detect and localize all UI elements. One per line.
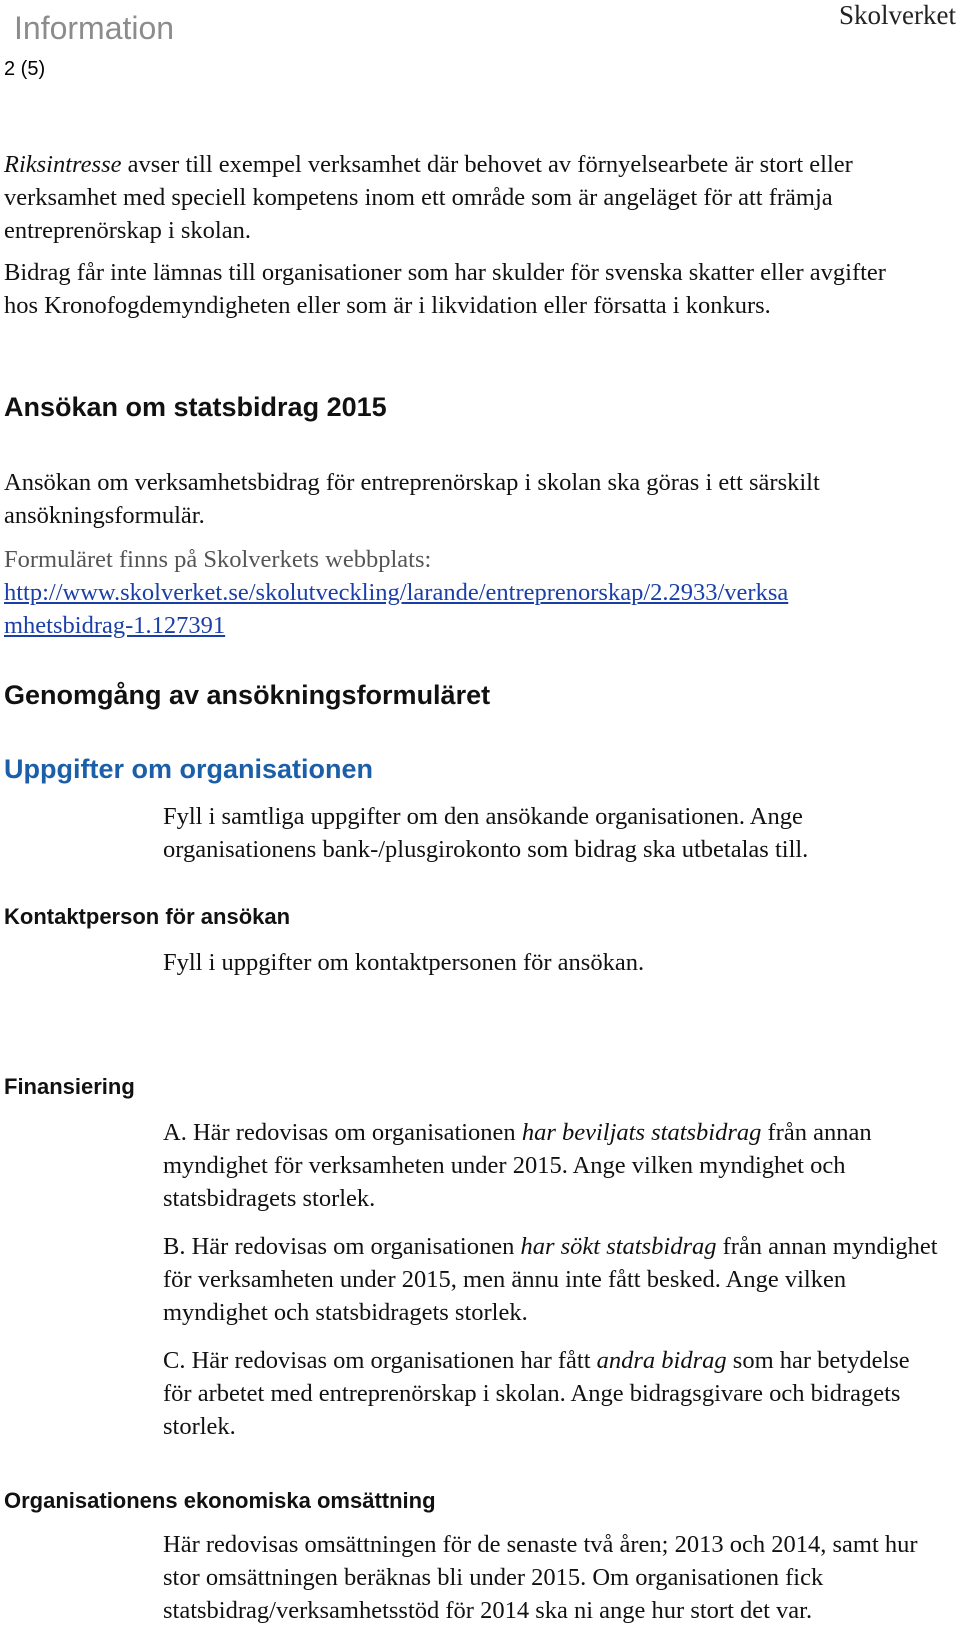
financing-item-b-emphasis: har sökt statsbidrag [520,1233,717,1260]
financing-section-heading: Finansiering [4,1074,135,1099]
financing-item-a [163,1116,953,1215]
application-paragraph: Ansökan om verksamhetsbidrag för entreprenörskap i skolan ska göras i ett särskilt ansökningsformulär. [4,469,820,529]
form-link[interactable] [4,579,788,639]
contact-section-heading: Kontaktperson för ansökan [4,904,291,929]
financing-item-b [163,1230,953,1329]
financing-item-c-post: som har betydelse för arbetet med entreprenörskap i skolan. Ange bidragsgivare och bidragets storlek. [163,1347,910,1440]
form-link-line-1: http://www.skolverket.se/skolutveckling/larande/entreprenorskap/2.2933/verksa [4,579,789,606]
intro-paragraph-2: Bidrag får inte lämnas till organisationer som har skulder för svenska skatter eller avgifter hos Kronofogdemyndigheten eller som är i likvidation eller försatta i konkurs. [4,259,886,319]
term-riksintresse: Riksintresse [4,151,122,178]
financing-item-a-pre: A. Här redovisas om organisationen [163,1119,522,1146]
page-number: 2 (5) [4,58,46,80]
form-link-line-2: mhetsbidrag-1.127391 [4,612,226,639]
org-section-text: Fyll i samtliga uppgifter om den ansökande organisationen. Ange organisationens bank-/plusgirokonto som bidrag ska utbetalas till. [163,803,809,863]
document-type-label: Information [14,10,175,46]
financing-item-a-emphasis: har beviljats statsbidrag [521,1119,762,1146]
intro-paragraph-1 [4,148,914,247]
financing-item-c-emphasis: andra bidrag [596,1347,727,1374]
application-heading: Ansökan om statsbidrag 2015 [4,392,387,422]
contact-section-text: Fyll i uppgifter om kontaktpersonen för ansökan. [163,949,645,976]
financing-item-b-pre: B. Här redovisas om organisationen [163,1233,521,1260]
financing-item-b-post: från annan myndighet för verksamheten under 2015, men ännu inte fått besked. Ange vilken myndighet och statsbidragets storlek. [163,1233,938,1326]
organization-name: Skolverket [839,0,956,30]
org-section-heading: Uppgifter om organisationen [4,754,374,784]
turnover-section-text: Här redovisas omsättningen för de senaste två åren; 2013 och 2014, samt hur stor omsättningen beräknas bli under 2015. Om organisationen fick statsbidrag/verksamhetsstöd för 2014 ska ni ange hur stort det var. [163,1531,918,1624]
form-location-paragraph: Formuläret finns på Skolverkets webbplats: [4,546,432,573]
form-link-block [4,576,934,642]
financing-item-c [163,1344,923,1443]
intro-paragraph-1-text: avser till exempel verksamhet där behovet av förnyelsearbete är stort eller verksamhet med speciell kompetens inom ett område som är angeläget för att främja entreprenörskap i skolan. [4,151,853,244]
financing-item-a-post: från annan myndighet för verksamheten under 2015. Ange vilken myndighet och statsbidragets storlek. [163,1119,872,1212]
turnover-section-heading: Organisationens ekonomiska omsättning [4,1488,436,1513]
form-review-heading: Genomgång av ansökningsformuläret [4,680,491,710]
financing-item-c-pre: C. Här redovisas om organisationen har fått [163,1347,597,1374]
